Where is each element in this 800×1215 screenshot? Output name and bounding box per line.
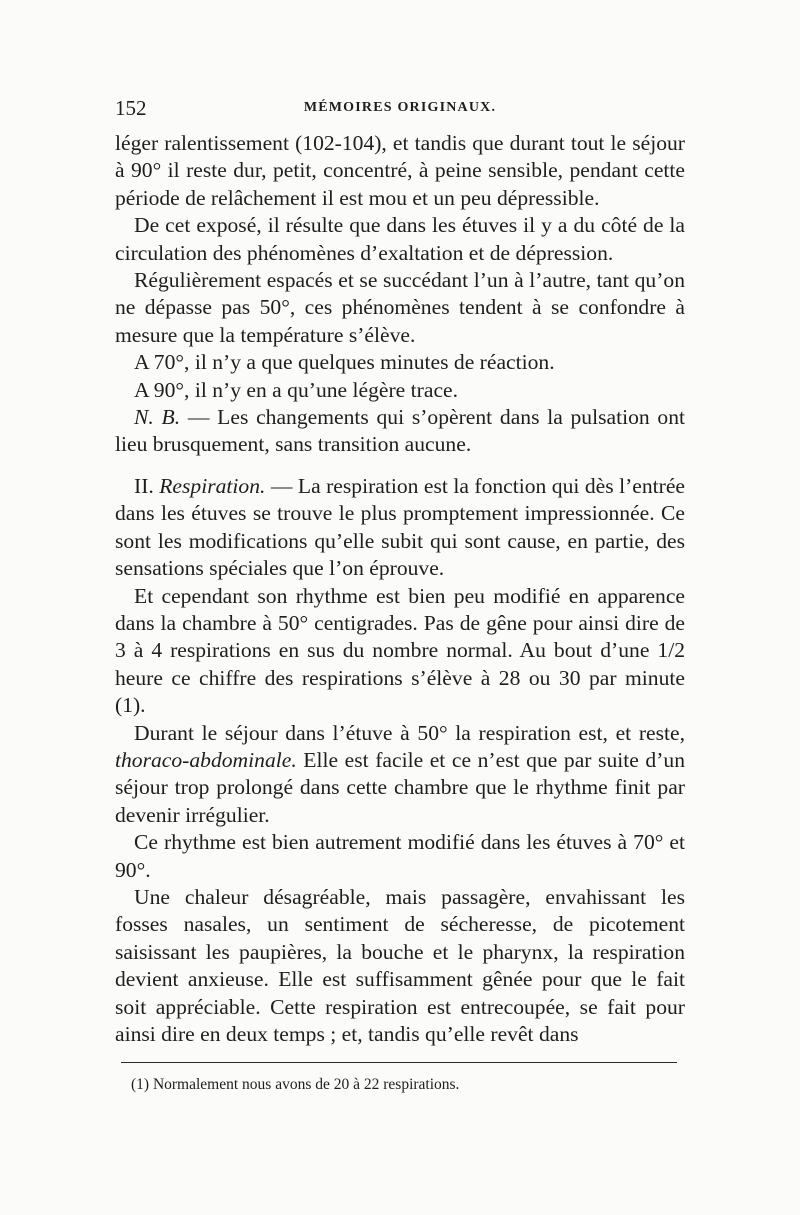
paragraph-text: — Les changements qui s’opèrent dans la pulsation ont lieu brusquement, sans transition aucune. <box>115 405 686 457</box>
nota-bene-label: N. B. <box>134 405 181 430</box>
footnote-divider <box>121 1062 677 1063</box>
paragraph-text: Durant le séjour dans l’étuve à 50° la respiration est, et reste, <box>134 720 685 745</box>
section-paragraph <box>115 473 685 583</box>
paragraph: A 90°, il n’y en a qu’une légère trace. <box>134 377 459 402</box>
paragraph: De cet exposé, il résulte que dans les étuves il y a du côté de la circulation des phénomènes d’exaltation et de dépression. <box>115 213 685 265</box>
body-text <box>115 130 685 1048</box>
paragraph: A 70°, il n’y a que quelques minutes de réaction. <box>134 350 555 375</box>
paragraph <box>115 720 685 830</box>
section-title: Respiration. <box>159 473 266 498</box>
paragraph: Et cependant son rhythme est bien peu modifié en apparence dans la chambre à 50° centigrades. Pas de gêne pour ainsi dire de 3 à 4 respirations en sus du nombre normal. Au bout d’une 1/2 heure ce chiffre des respirations s’élève à 28 ou 30 par minute (1). <box>115 583 685 718</box>
paragraph: Une chaleur désagréable, mais passagère, envahissant les fosses nasales, un sentiment de sécheresse, de picotement saisissant les paupières, la bouche et le pharynx, la respiration devient anxieuse. Elle est suffisamment gênée pour que le fait soit appréciable. Cette respiration est entrecoupée, se fait pour ainsi dire en deux temps ; et, tandis qu’elle revêt dans <box>115 884 685 1046</box>
book-page <box>115 96 685 1095</box>
page-header <box>115 96 685 130</box>
paragraph-text: — La respiration est la fonction qui dès l’entrée dans les étuves se trouve le plus promptement impressionnée. Ce sont les modifications qu’elle subit qui sont cause, en partie, des sensations spéciales que l’on éprouve. <box>115 473 685 581</box>
paragraph <box>115 404 685 459</box>
paragraph: Régulièrement espacés et se succédant l’un à l’autre, tant qu’on ne dépasse pas 50°, ces phénomènes tendent à se confondre à mesure que la température s’élève. <box>115 268 685 347</box>
footnote: (1) Normalement nous avons de 20 à 22 respirations. <box>131 1076 460 1094</box>
paragraph: léger ralentissement (102-104), et tandis que durant tout le séjour à 90° il reste dur, petit, concentré, à peine sensible, pendant cette période de relâchement il est mou et un peu dépressible. <box>115 131 685 210</box>
page-number: 152 <box>115 96 147 120</box>
italic-term: thoraco-abdominale. <box>115 747 297 772</box>
paragraph: Ce rhythme est bien autrement modifié dans les étuves à 70° et 90°. <box>115 830 685 882</box>
running-head: MÉMOIRES ORIGINAUX. <box>303 100 497 115</box>
paragraph-text: Elle est facile et ce n’est que par suite d’un séjour trop prolongé dans cette chambre que le rhythme finit par devenir irrégulier. <box>115 747 685 827</box>
section-number: II. <box>134 473 160 498</box>
